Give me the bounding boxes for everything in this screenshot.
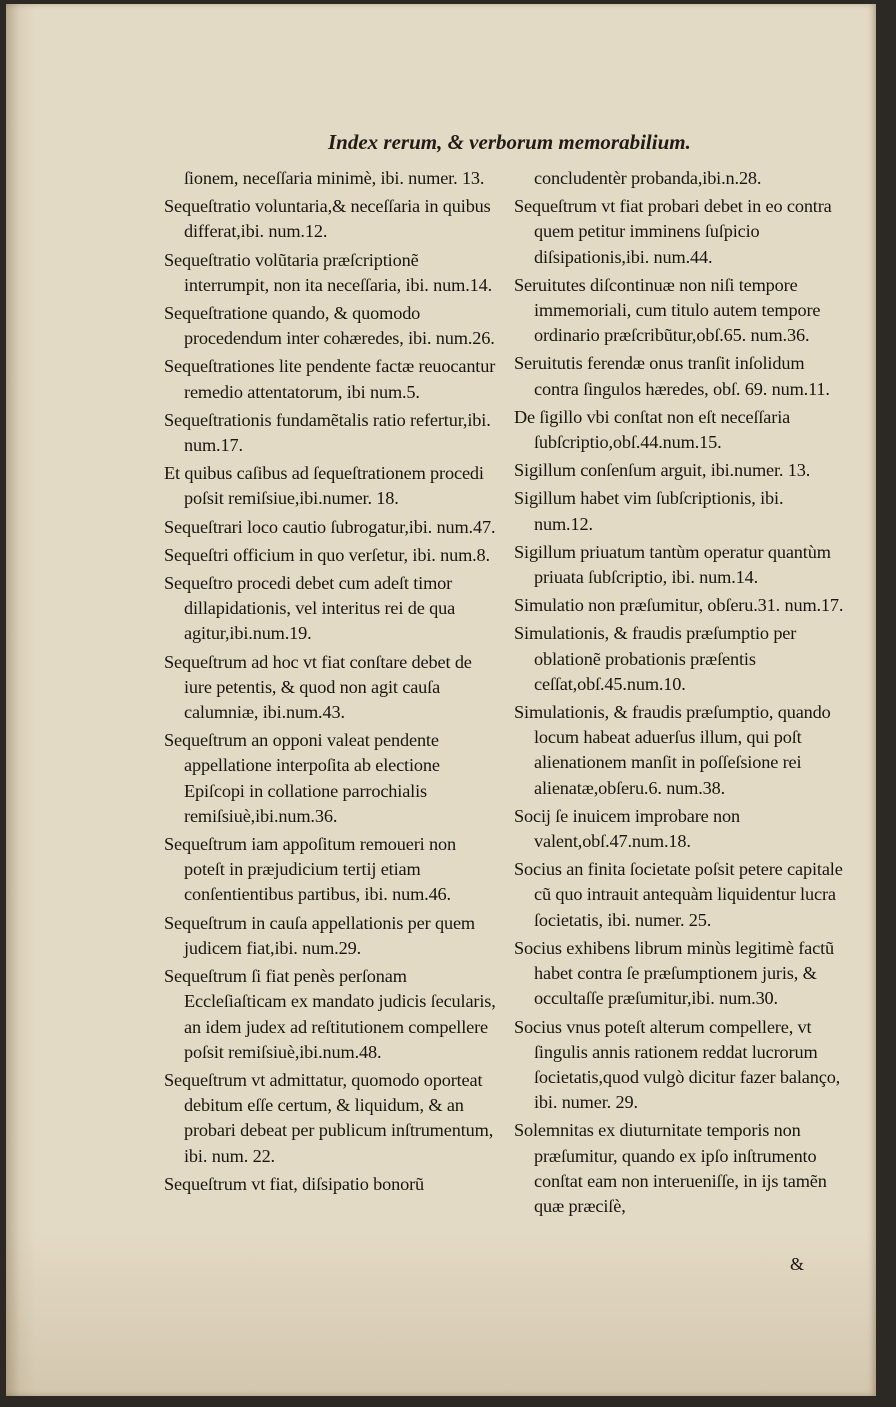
- index-entry: Sequeſtratio volũtaria præſcriptionẽ interrumpit, non ita neceſſaria, ibi. num.14.: [164, 249, 493, 295]
- index-entry: Simulatio non præſumitur, obſeru.31. num.17.: [514, 595, 844, 616]
- index-entry: Sigillum habet vim ſubſcriptionis, ibi. num.12.: [514, 488, 784, 534]
- index-entry: Sequeſtrum ſi fiat penès perſonam Eccleſiaſticam ex mandato judicis ſecularis, an idem judex ad reſtitutionem compellere poſsit remiſsiuè,ibi.num.48.: [164, 966, 496, 1062]
- index-entry: Sequeſtrum vt admittatur, quomodo oporteat debitum eſſe certum, & liquidum, & an probari debeat per publicum inſtrumentum, ibi. num. 22.: [164, 1069, 494, 1166]
- index-entry: Sequeſtrum in cauſa appellationis per quem judicem fiat,ibi. num.29.: [164, 912, 475, 958]
- index-entry: Sigillum priuatum tantùm operatur quantùm priuata ſubſcriptio, ibi. num.14.: [514, 541, 831, 588]
- right-column: [514, 166, 846, 1222]
- index-entry: Sequeſtrum vt fiat probari debet in eo contra quem petitur imminens ſuſpicio diſsipationis,ibi. num.44.: [514, 196, 832, 267]
- index-entry: Socij ſe inuicem improbare non valent,obſ.47.num.18.: [514, 805, 740, 852]
- index-entry: Sequeſtrationes lite pendente factæ reuocantur remedio attentatorum, ibi num.5.: [164, 356, 496, 402]
- index-entry: Sequeſtri officium in quo verſetur, ibi. num.8.: [164, 544, 490, 565]
- index-entry: Solemnitas ex diuturnitate temporis non præſumitur, quando ex ipſo inſtrumento conſtat eam non interueniſſe, in ijs tamẽn quæ præciſè,: [514, 1120, 827, 1216]
- index-entry: ſionem, neceſſaria minimè, ibi. numer. 13.: [184, 168, 485, 188]
- index-entry: Seruitutes diſcontinuæ non niſi tempore immemoriali, cum titulo autem tempore ordinario præſcribũtur,obſ.65. num.36.: [514, 274, 821, 346]
- index-entry: Sequeſtrum ad hoc vt fiat conſtare debet de iure petentis, & quod non agit cauſa calumniæ, ibi.num.43.: [164, 651, 472, 723]
- index-entry: Simulationis, & fraudis præſumptio per oblationẽ probationis præſentis ceſſat,obſ.45.num.10.: [514, 623, 797, 694]
- index-entry: Sequeſtratione quando, & quomodo procedendum inter cohæredes, ibi. num.26.: [164, 303, 495, 349]
- index-entry: Sequeſtrationis fundamẽtalis ratio refertur,ibi. num.17.: [164, 409, 491, 456]
- index-entry: Sigillum conſenſum arguit, ibi.numer. 13.: [514, 460, 811, 481]
- index-entry: Et quibus caſibus ad ſequeſtrationem procedi poſsit remiſsiue,ibi.numer. 18.: [164, 463, 484, 509]
- index-entry: Sequeſtrari loco cautio ſubrogatur,ibi. num.47.: [164, 516, 496, 537]
- index-entry: Sequeſtratio voluntaria,& neceſſaria in quibus differat,ibi. num.12.: [164, 196, 491, 242]
- book-page: [6, 4, 876, 1396]
- index-entry: Sequeſtrum an opponi valeat pendente appellatione interpoſita ab electione Epiſcopi in collatione parrochialis remiſsiuè,ibi.num.36.: [164, 730, 440, 826]
- index-entry: Sequeſtro procedi debet cum adeſt timor dillapidationis, vel interitus rei de qua agitur,ibi.num.19.: [164, 573, 456, 644]
- index-entry: Simulationis, & fraudis præſumptio, quando locum habeat aduerſus illum, qui poſt alienationem manſit in poſſeſsione rei alienatæ,obſeru.6. num.38.: [514, 702, 831, 798]
- index-entry: Socius exhibens librum minùs legitimè factũ habet contra ſe præſumptionem juris, & occultaſſe præſumitur,ibi. num.30.: [514, 937, 835, 1009]
- index-entry: Socius vnus poteſt alterum compellere, vt ſingulis annis rationem reddat lucrorum ſocietatis,quod vulgò dicitur fazer balanço, ibi. numer. 29.: [514, 1016, 841, 1113]
- running-header: Index rerum, & verborum memorabilium.: [328, 130, 691, 154]
- index-entry: Seruitutis ferendæ onus tranſit inſolidum contra ſingulos hæredes, obſ. 69. num.11.: [514, 353, 830, 399]
- catchword: &: [790, 1254, 805, 1274]
- index-entry: Sequeſtrum vt fiat, diſsipatio bonorũ: [164, 1173, 425, 1194]
- index-entry: Socius an finita ſocietate poſsit petere capitale cũ quo intrauit antequàm liquidentur lucra ſocietatis, ibi. numer. 25.: [514, 859, 843, 930]
- left-column: [164, 166, 498, 1200]
- index-entry: concludentèr probanda,ibi.n.28.: [534, 168, 762, 188]
- index-entry: De ſigillo vbi conſtat non eſt neceſſaria ſubſcriptio,obſ.44.num.15.: [514, 406, 791, 453]
- index-entry: Sequeſtrum iam appoſitum remoueri non poteſt in præjudicium tertij etiam conſentientibus partibus, ibi. num.46.: [164, 834, 456, 905]
